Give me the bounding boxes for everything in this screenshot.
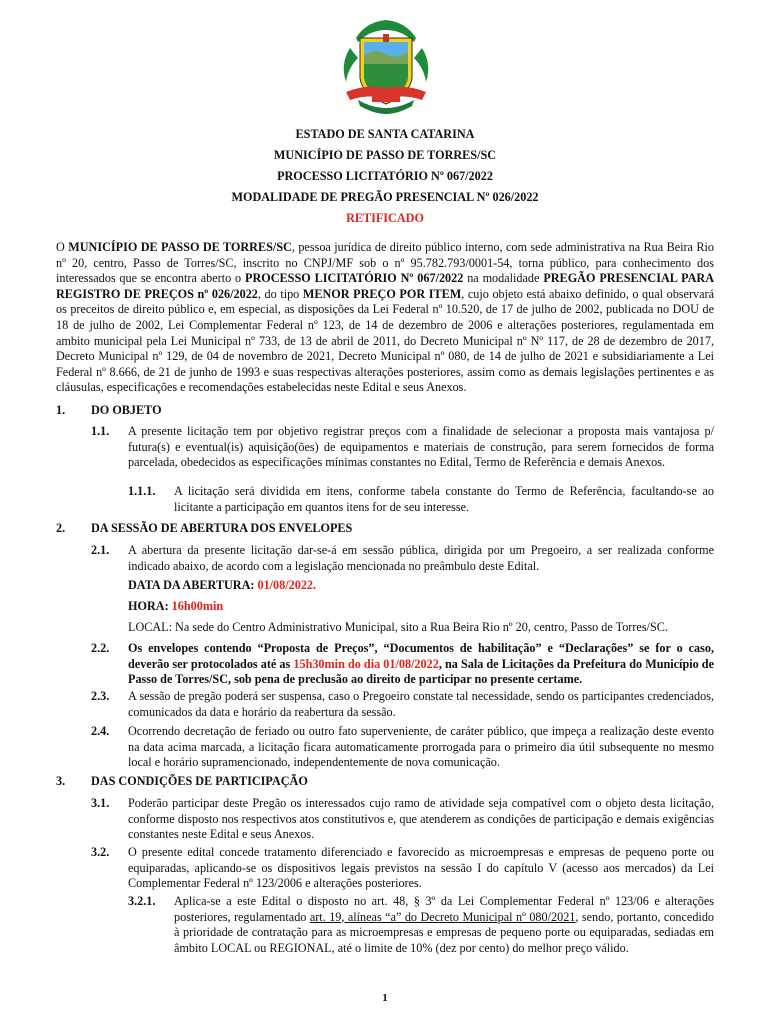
- opening-hour: [128, 599, 714, 615]
- header-modality: MODALIDADE DE PREGÃO PRESENCIAL Nº 026/2022: [231, 190, 539, 204]
- header-status: RETIFICADO: [346, 211, 424, 225]
- clause-3-1-number: 3.1.: [91, 796, 110, 810]
- page-number: 1: [382, 992, 388, 1004]
- opening-hour-value: 16h00min: [171, 599, 224, 613]
- clause-3-2-1-decree-reference: art. 19, alíneas “a” do Decreto Municipal nº 080/2021: [309, 909, 576, 924]
- intro-lead: O: [56, 240, 69, 254]
- clause-3-2-1-number: 3.2.1.: [128, 894, 156, 908]
- intro-type: MENOR PREÇO POR ITEM: [302, 286, 462, 301]
- clause-2-3-text: A sessão de pregão poderá ser suspensa, caso o Pregoeiro constate tal necessidade, sendo os participantes credenciados, comunicados da data e horário da reabertura da sessão.: [128, 689, 714, 719]
- clause-3-2-1-text-b: , sendo, portanto, concedido à prioridade de contratação para as microempresas e empresas de pequeno porte ou equiparadas, sediadas em âmbito LOCAL ou REGIONAL, até o limite de 10% (dez por cento) do melhor preço válido.: [174, 909, 715, 955]
- clause-2-3-number: 2.3.: [91, 689, 110, 703]
- clause-2-2-text-b: , na Sala de Licitações da Prefeitura do Município de Passo de Torres/SC, sob pena de preclusão ao direito de participar no presente certame.: [128, 656, 714, 687]
- clause-2-1-text: A abertura da presente licitação dar-se-á em sessão pública, dirigida por um Pregoeiro, a ser realizada conforme indicado abaixo, de acordo com a legislação mencionada no preâmbulo deste Edital.: [128, 543, 714, 573]
- clause-2-2-text-a: Os envelopes contendo “Proposta de Preços”, “Documentos de habilitação” e “Declarações” se for o caso, deverão ser protocolados até as: [128, 641, 714, 671]
- intro-text-3: , do tipo: [257, 286, 303, 301]
- intro-process: PROCESSO LICITATÓRIO Nº 067/2022: [245, 271, 464, 286]
- clause-2-4-text: Ocorrendo decretação de feriado ou outro fato superveniente, de caráter público, que impeça a realização deste evento na data acima marcada, a licitação ficara automaticamente prorrogada para o primeiro dia útil subsequente no mesmo local e horário supramencionado, independentemente de nova comunicação.: [128, 724, 714, 770]
- header-state: ESTADO DE SANTA CATARINA: [295, 127, 475, 141]
- clause-1-1-number: 1.1.: [91, 424, 110, 438]
- clause-2-1-number: 2.1.: [91, 543, 110, 557]
- opening-date-label: DATA DA ABERTURA:: [128, 578, 258, 592]
- intro-text-1: , pessoa jurídica de direito público interno, com sede administrativa na Rua Beira Rio nº 20, centro, Passo de Torres/SC, inscrito no CNPJ/MF sob o nº 95.782.793/0001-54, torna público, para conhecimento dos interessados que se encontra aberto o: [56, 240, 714, 286]
- clause-3-2-1-text: [174, 894, 714, 956]
- intro-paragraph: [56, 240, 714, 396]
- intro-entity: MUNICÍPIO DE PASSO DE TORRES/SC: [68, 240, 292, 254]
- clause-3-2-text: O presente edital concede tratamento diferenciado e favorecido as microempresas e empresas de pequeno porte ou equiparadas, aplicando-se os dispositivos legais previstos na sessão I do capítulo V (acesso aos mercados) da Lei Complementar Federal nº 123/2006 e alterações posteriores.: [128, 845, 714, 891]
- clause-1-1-1-number: 1.1.1.: [128, 484, 156, 498]
- intro-text-4: , cujo objeto está abaixo definido, o qual observará os preceitos de direito público e, em especial, as disposições da Lei Federal nº 10.520, de 17 de julho de 2002, publicada no DOU de 18 de julho de 2002, Lei Complementar Federal nº 123, de 14 de dezembro de 2006 e alterações posteriores, regulamentada em ambito municipal pela Lei Municipal nº 733, de 13 de abril de 2011, do Decreto Municipal nº Nº 117, de 28 de dezembro de 2017, Decreto Municipal nº 129, de 04 de novembro de 2021, Decreto Municipal nº 080, de 14 de julho de 2021 e subsidiariamente a Lei Federal nº 8.666, de 21 de junho de 1993 e suas respectivas alterações posteriores, assim como as demais legislações pertinentes e as cláusulas, especificações e recomendações estabelecidas neste Edital e seus Anexos.: [56, 286, 714, 395]
- opening-location: LOCAL: Na sede do Centro Administrativo Municipal, sito a Rua Beira Rio nº 20, centro, Passo de Torres/SC.: [128, 620, 668, 634]
- section-1-number: 1.: [56, 403, 66, 417]
- section-2-title: DA SESSÃO DE ABERTURA DOS ENVELOPES: [91, 521, 353, 535]
- clause-2-2-text: [128, 641, 714, 688]
- header-process: PROCESSO LICITATÓRIO Nº 067/2022: [277, 169, 493, 183]
- clause-2-4-number: 2.4.: [91, 724, 110, 738]
- coat-of-arms-icon: [336, 8, 436, 116]
- clause-1-1-text: A presente licitação tem por objetivo registrar preços com a finalidade de selecionar a proposta mais vantajosa p/ futura(s) e eventual(is) aquisição(ões) de equipamentos e materiais de construção, para serem fornecidos de forma parcelada, obedecidos as especificações mínimas constantes no Edital, Termo de Referência e demais Anexos.: [128, 424, 714, 470]
- opening-hour-label: HORA:: [128, 599, 172, 613]
- opening-date-value: 01/08/2022.: [257, 578, 317, 592]
- clause-3-2-1-text-a: Aplica-se a este Edital o disposto no art. 48, § 3º da Lei Complementar Federal nº 123/06 e alterações posteriores, regulamentado: [174, 894, 714, 924]
- opening-date: [128, 578, 714, 594]
- clause-2-2-number: 2.2.: [91, 641, 110, 655]
- clause-1-1-1-text: A licitação será dividida em itens, conforme tabela constante do Termo de Referência, facultando-se ao licitante a participação em quantos itens for de seu interesse.: [174, 484, 714, 514]
- clause-2-2-deadline: 15h30min do dia 01/08/2022: [293, 656, 439, 671]
- intro-modality: PREGÃO PRESENCIAL PARA REGISTRO DE PREÇOS nº 026/2022: [56, 271, 715, 301]
- section-1-title: DO OBJETO: [91, 403, 162, 417]
- clause-3-1-text: Poderão participar deste Pregão os interessados cujo ramo de atividade seja compatível com o objeto desta licitação, conforme disposto nos respectivos atos constitutivos e, que atenderem as condições de participação e demais exigências constantes neste Edital e seus Anexos.: [128, 796, 714, 842]
- intro-text-2: na modalidade: [463, 271, 544, 286]
- section-2-number: 2.: [56, 521, 66, 535]
- clause-3-2-number: 3.2.: [91, 845, 110, 859]
- header-municipality: MUNICÍPIO DE PASSO DE TORRES/SC: [273, 148, 497, 162]
- section-3-title: DAS CONDIÇÕES DE PARTICIPAÇÃO: [91, 774, 308, 788]
- section-3-number: 3.: [56, 774, 66, 788]
